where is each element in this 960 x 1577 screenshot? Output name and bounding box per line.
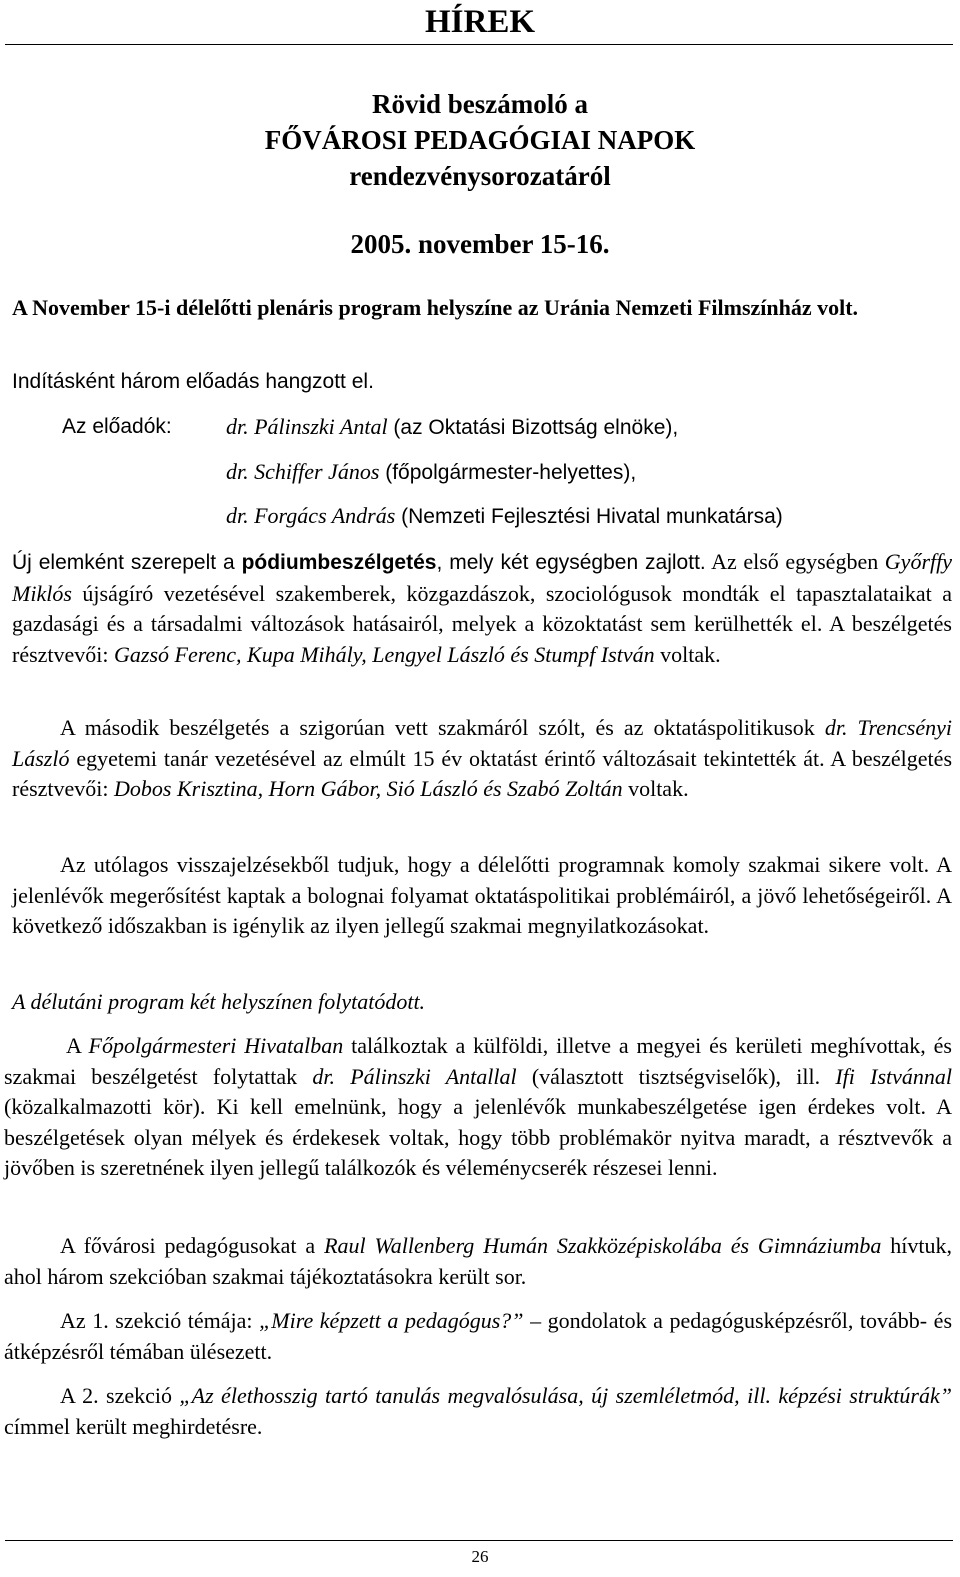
- header-title: HÍREK: [424, 4, 536, 40]
- header-divider: [5, 44, 953, 45]
- title-line-1: Rövid beszámoló a: [372, 89, 588, 119]
- panel-moderator: Győrffy Miklós: [12, 549, 952, 606]
- mayor-office-person-1: dr. Pálinszki Antallal: [312, 1063, 517, 1089]
- event-date: 2005. november 15-16.: [350, 229, 610, 259]
- speaker-item: [226, 412, 678, 443]
- speaker-item: [226, 457, 636, 488]
- speaker-role: (Nemzeti Fejlesztési Hivatal munkatársa): [401, 505, 783, 528]
- speaker-name: dr. Schiffer János: [226, 459, 380, 484]
- mayor-office-person-2: Ifi Istvánnal: [835, 1063, 952, 1089]
- speaker-role: (az Oktatási Bizottság elnöke),: [393, 416, 679, 439]
- school-name: Raul Wallenberg Humán Szakközépiskolába és Gimnáziumba: [324, 1233, 882, 1258]
- section-2-topic: „Az élethosszig tartó tanulás megvalósulása, új szemléletmód, ill. képzési struktúrák”: [179, 1383, 952, 1408]
- feedback-paragraph: Az utólagos visszajelzésekből tudjuk, hogy a délelőtti programnak komoly szakmai sikere volt. A jelenlévők megerősítést kaptak a bolognai folyamat oktatáspolitikai problémáiról, a jövő lehetőségeiről. A következő időszakban is igénylik az ilyen jellegű szakmai megnyilatkozásokat.: [12, 852, 952, 938]
- afternoon-paragraph: A délutáni program két helyszínen folytatódott.: [12, 989, 426, 1014]
- page-number: 26: [471, 1547, 489, 1566]
- school-paragraph: A fővárosi pedagógusokat a Raul Wallenberg Humán Szakközépiskolába és Gimnáziumba hívtuk, ahol három szekcióban szakmai tájékoztatásokra került sor.: [4, 1233, 953, 1289]
- speaker-role: (főpolgármester-helyettes),: [385, 461, 637, 484]
- panel-paragraph: Új elemként szerepelt a pódiumbeszélgetés, mely két egységben zajlott. Az első egységben Győrffy Miklós újságíró vezetésével szakemberek, közgazdászok, szociológusok mondták el tapasztalataikat a gazdasági és a társadalmi változások hatásairól, melyek a közoktatást sem kerülhették el. A beszélgetés résztvevői: Gazsó Ferenc, Kupa Mihály, Lengyel László és Stumpf István voltak.: [12, 549, 952, 667]
- speaker-name: dr. Pálinszki Antal: [226, 414, 388, 439]
- section-2-paragraph: A 2. szekció „Az élethosszig tartó tanulás megvalósulása, új szemléletmód, ill. képzési struktúrák” címmel került meghirdetésre.: [4, 1383, 952, 1439]
- second-moderator: dr. Trencsényi László: [12, 715, 952, 771]
- mayor-office-place: Főpolgármesteri Hivatalban: [88, 1033, 344, 1058]
- intro-opening-paragraph: Indításként három előadás hangzott el.: [12, 370, 374, 393]
- second-panel-paragraph: A második beszélgetés a szigorúan vett szakmáról szólt, és az oktatáspolitikusok dr. Trencsényi László egyetemi tanár vezetésével az elmúlt 15 év oktatást érintő változásait tekintették át. A beszélgetés résztvevői: Dobos Krisztina, Horn Gábor, Sió László és Szabó Zoltán voltak.: [12, 715, 952, 801]
- title-line-2: FŐVÁROSI PEDAGÓGIAI NAPOK: [264, 125, 696, 155]
- panel-keyword: pódiumbeszélgetés: [241, 551, 437, 574]
- page-header: [0, 0, 960, 46]
- title-line-3: rendezvénysorozatáról: [349, 161, 611, 191]
- mayor-office-paragraph: A Főpolgármesteri Hivatalban találkoztak a külföldi, illetve a megyei és kerületi meghívottak, és szakmai beszélgetést folytattak dr. Pálinszki Antallal (választott tisztségviselők), ill. Ifi Istvánnal (közalkalmazotti kör). Ki kell emelnünk, hogy a jelenlévők munkabeszélgetése igen érdekes volt. A beszélgetések olyan mélyek és érdekesek voltak, hogy több problémakör nyitva maradt, a résztvevők a jövőben is szeretnének ilyen jellegű találkozók és véleménycserék részesei lenni.: [4, 1033, 952, 1180]
- panel-participants: Gazsó Ferenc, Kupa Mihály, Lengyel László és Stumpf István: [114, 641, 655, 667]
- section-1-paragraph: Az 1. szekció témája: „Mire képzett a pedagógus?” – gondolatok a pedagógusképzésről, tovább- és átképzésről témában ülésezett.: [4, 1308, 953, 1364]
- speaker-item: [226, 501, 783, 532]
- article-title: [0, 86, 960, 194]
- intro-venue-paragraph: A November 15-i délelőtti plenáris program helyszíne az Uránia Nemzeti Filmszínház volt.: [12, 295, 859, 320]
- section-1-topic: „Mire képzett a pedagógus?”: [259, 1308, 524, 1333]
- speaker-name: dr. Forgács András: [226, 503, 396, 528]
- footer-divider: [5, 1540, 953, 1541]
- second-participants: Dobos Krisztina, Horn Gábor, Sió László és Szabó Zoltán: [114, 776, 623, 801]
- speakers-label: Az előadók:: [62, 415, 172, 438]
